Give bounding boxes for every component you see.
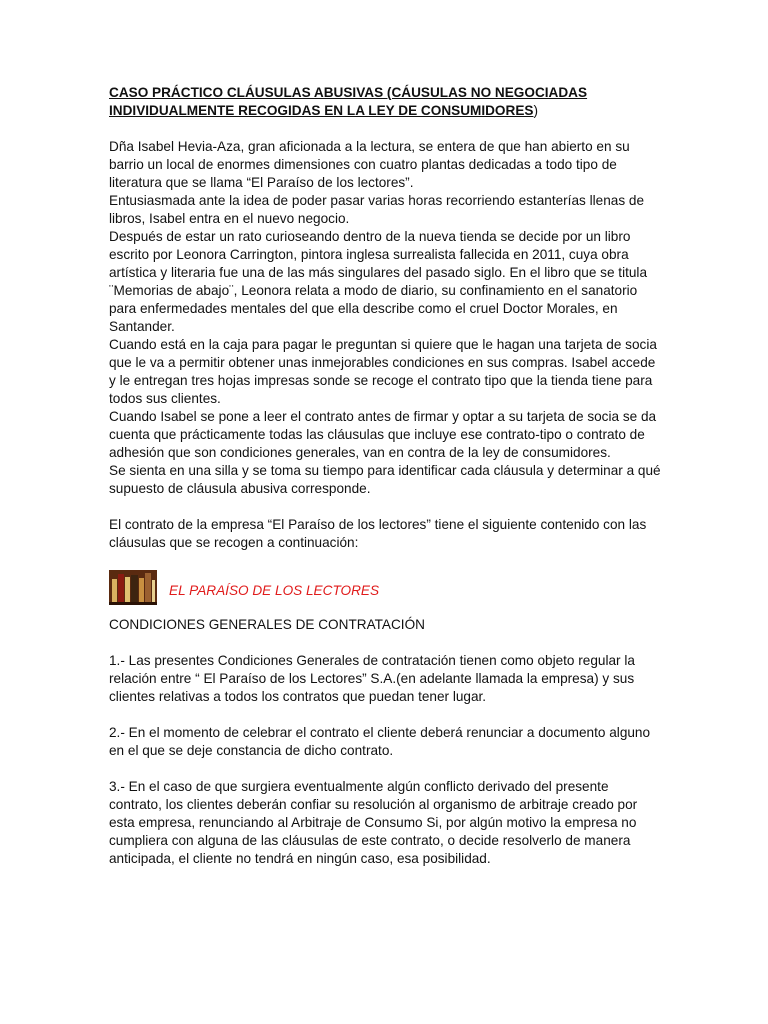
clause-item: 2.- En el momento de celebrar el contrato el cliente deberá renunciar a documento alguno en el que se deje constancia de dicho contrato. (109, 725, 651, 758)
brand-header (109, 570, 665, 606)
intro-paragraph: Cuando está en la caja para pagar le preguntan si quiere que le hagan una tarjeta de socia que le va a permitir obtener unas inmejorables condiciones en sus compras. Isabel accede y le entregan tres hojas impresas sonde se recoge el contrato tipo que la tienda tiene para todos sus clientes. (109, 337, 657, 406)
document-page (109, 84, 665, 868)
clause-item: 3.- En el caso de que surgiera eventualmente algún conflicto derivado del presente contrato, los clientes deberán confiar su resolución al organismo de arbitraje creado por esta empresa, renunciando al Arbitraje de Consumo Si, por algún motivo la empresa no cumpliera con alguna de las cláusulas de este contrato, o decide resolverlo de manera anticipada, el cliente no tendrá en ningún caso, esa posibilidad. (109, 779, 638, 866)
document-title (109, 84, 665, 120)
clause-item: 1.- Las presentes Condiciones Generales de contratación tienen como objeto regular la relación entre “ El Paraíso de los Lectores” S.A.(en adelante llamada la empresa) y sus clientes relativas a todos los contratos que puedan tener lugar. (109, 653, 635, 704)
title-line-1: CASO PRÁCTICO CLÁUSULAS ABUSIVAS (CÁUSULAS NO NEGOCIADAS (109, 85, 588, 100)
title-close-paren: ) (533, 103, 538, 118)
intro-paragraph: Dña Isabel Hevia-Aza, gran aficionada a la lectura, se entera de que han abierto en su barrio un local de enormes dimensiones con cuatro plantas dedicadas a todo tipo de literatura que se llama “El Paraíso de los lectores”. (109, 139, 630, 190)
title-line-2: INDIVIDUALMENTE RECOGIDAS EN LA LEY DE CONSUMIDORES (109, 103, 534, 118)
intro-paragraph: Cuando Isabel se pone a leer el contrato antes de firmar y optar a su tarjeta de socia se da cuenta que prácticamente todas las cláusulas que incluye ese contrato-tipo o contrato de adhesión que son condiciones generales, van en contra de la ley de consumidores. (109, 409, 657, 460)
intro-paragraph: Entusiasmada ante la idea de poder pasar varias horas recorriendo estanterías llenas de libros, Isabel entra en el nuevo negocio. (109, 193, 645, 226)
intro-paragraph: Después de estar un rato curioseando dentro de la nueva tienda se decide por un libro escrito por Leonora Carrington, pintora inglesa surrealista fallecida en 2011, cuya obra artística y literaria fue una de las más singulares del pasado siglo. En el libro que se titula ¨Memorias de abajo¨, Leonora relata a modo de diario, su confinamiento en el sanatorio para enfermedades mentales del que ella describe como el cruel Doctor Morales, en Santander. (109, 229, 648, 334)
intro-paragraph: Se sienta en una silla y se toma su tiempo para identificar cada cláusula y determinar a qué supuesto de cláusula abusiva corresponde. (109, 463, 661, 496)
brand-name: EL PARAÍSO DE LOS LECTORES (169, 583, 380, 598)
intro-section (109, 138, 665, 498)
contract-intro: El contrato de la empresa “El Paraíso de los lectores” tiene el siguiente contenido con las cláusulas que se recogen a continuación: (109, 517, 647, 550)
books-icon (109, 570, 157, 605)
conditions-heading: CONDICIONES GENERALES DE CONTRATACIÓN (109, 617, 425, 632)
